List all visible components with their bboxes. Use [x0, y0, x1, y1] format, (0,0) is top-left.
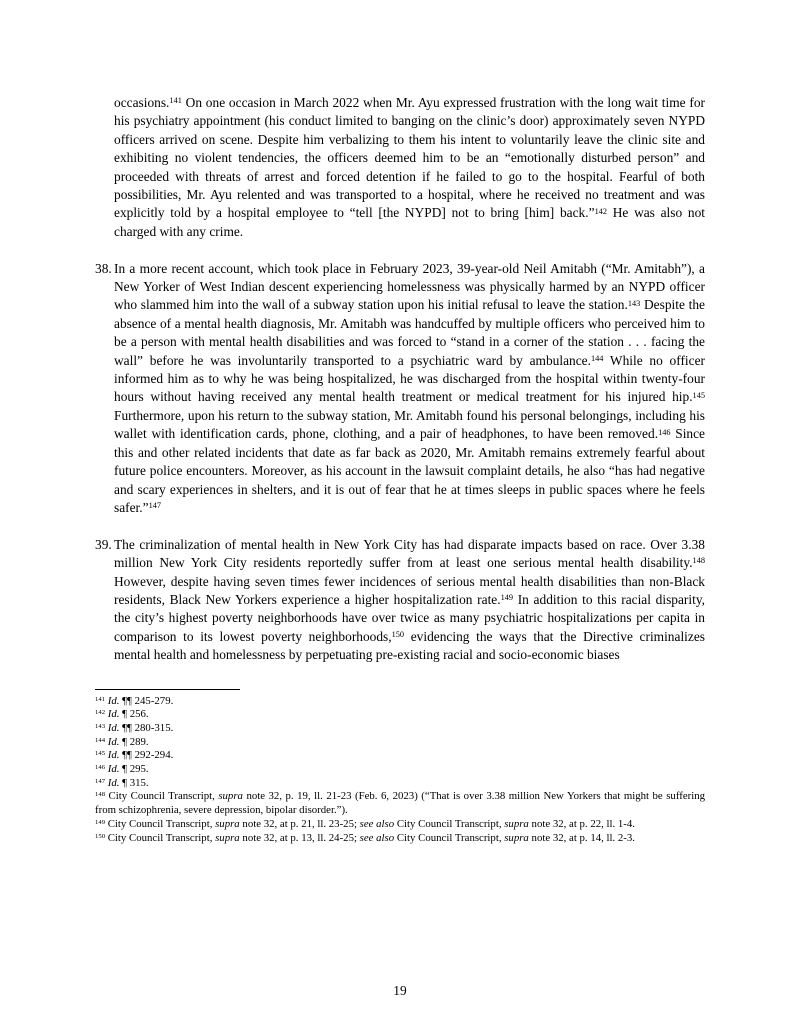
text-run: note 32, at p. 22, ll. 1-4.: [528, 817, 635, 830]
footnote-ref: 141: [95, 695, 106, 703]
footnote-ref: 145: [692, 390, 705, 400]
italic-text: supra: [218, 790, 243, 803]
italic-text: supra: [215, 831, 240, 844]
text-run: note 32, at p. 21, ll. 23-25;: [239, 817, 360, 830]
footnote-ref: 148: [95, 791, 106, 799]
text-run: On one occasion in March 2022 when Mr. Ayu expressed frustration with the long wait time for his psychiatry appointment (his conduct limited to banging on the clinic’s door) approximately seven NYPD officers arrived on scene. Despite him verbalizing to them his intent to voluntarily leave the clinic site and exhibiting no violent tendencies, the officers deemed him to be an “emotionally disturbed person” and proceeded with threats of arrest and forced detention if he failed to go to the hospital. Fearful of both possibilities, Mr. Ayu relented and was transported to a hospital, where he received no treatment and was explicitly told by a hospital employee to “tell [the NYPD] not to bring [him] back.”: [114, 95, 705, 221]
italic-text: Id.: [105, 735, 120, 748]
text-run: City Council Transcript,: [394, 831, 505, 844]
footnotes-section: [95, 689, 705, 846]
text-run: ¶ 315.: [119, 776, 149, 789]
footnote-ref: 149: [500, 593, 514, 603]
text-run: Since this and other related incidents that date as far back as 2020, Mr. Amitabh remains extremely fearful about future police encounters. Moreover, as his account in the lawsuit complaint details, he also “has had negative and scary experiences in shelters, and it is out of fear that he at times sleeps in public spaces where he feels safer.”: [114, 426, 705, 515]
footnote-148: [95, 790, 705, 817]
paragraph-39: [95, 536, 705, 665]
text-run: ¶¶ 245-279.: [119, 694, 174, 707]
footnote-ref: 147: [95, 777, 106, 785]
italic-text: Id.: [105, 694, 120, 707]
italic-text: supra: [504, 831, 529, 844]
footnote-142: [95, 708, 705, 722]
footnote-145: [95, 749, 705, 763]
footnote-146: [95, 763, 705, 777]
footnote-147: [95, 777, 705, 791]
italic-text: supra: [504, 817, 529, 830]
footnote-143: [95, 722, 705, 736]
text-run: occasions.: [114, 95, 170, 110]
footnote-ref: 143: [95, 722, 106, 730]
italic-text: see also: [359, 817, 395, 830]
italic-text: Id.: [105, 776, 120, 789]
footnote-150: [95, 832, 705, 846]
text-run: ¶¶ 280-315.: [119, 721, 174, 734]
text-run: However, despite having seven times fewer incidences of serious mental health disabilities than non-Black residents, Black New Yorkers experience a higher hospitalization rate.: [114, 573, 705, 607]
footnote-ref: 143: [627, 298, 641, 308]
italic-text: Id.: [105, 749, 120, 762]
italic-text: see also: [359, 831, 395, 844]
text-run: City Council Transcript,: [105, 817, 216, 830]
footnote-ref: 142: [95, 709, 106, 717]
text-run: In addition to this racial disparity, the city’s highest poverty neighborhoods have over twice as many psychiatric hospitalizations per capita in comparison to its lowest poverty neighborhoods,: [114, 591, 705, 644]
footnote-144: [95, 736, 705, 750]
text-run: evidencing the ways that the Directive criminalizes mental health and homelessness by perpetuating pre-existing racial and socio-economic biases: [114, 628, 705, 663]
text-run: note 32, at p. 13, ll. 24-25;: [239, 831, 360, 844]
text-run: While no officer informed him as to why he was being hospitalized, he was discharged from the hospital within twenty-four hours without having received any mental health treatment or medical treatment for his injured hip.: [114, 352, 705, 405]
footnote-ref: 146: [658, 427, 671, 437]
paragraph-number: 38.: [95, 260, 112, 276]
page-content: [95, 94, 705, 845]
text-run: note 32, p. 19, ll. 21-23 (Feb. 6, 2023) (“That is over 3.38 million New Yorkers that might be suffering from schizophrenia, severe depression, bipolar disorder.”).: [95, 790, 706, 817]
paragraph-text: [114, 537, 705, 662]
footnote-ref: 150: [391, 630, 405, 640]
paragraph-number: 39.: [95, 536, 112, 552]
footnote-separator-rule: [95, 689, 240, 690]
text-run: ¶ 289.: [119, 735, 149, 748]
text-run: ¶ 295.: [119, 763, 149, 776]
footnote-141: [95, 695, 705, 709]
footnote-ref: 146: [95, 764, 106, 772]
italic-text: Id.: [105, 721, 120, 734]
text-run: He was also not charged with any crime.: [114, 205, 706, 239]
footnote-ref: 145: [95, 750, 106, 758]
footnote-ref: 149: [95, 818, 106, 826]
paragraph-38: [95, 260, 705, 518]
text-run: City Council Transcript,: [394, 817, 505, 830]
text-run: Furthermore, upon his return to the subway station, Mr. Amitabh found his personal belongings, including his wallet with identification cards, phone, clothing, and a pair of headphones, to have been removed.: [114, 407, 705, 442]
footnote-ref: 142: [594, 206, 608, 216]
text-run: ¶ 256.: [119, 708, 149, 721]
text-run: note 32, at p. 14, ll. 2-3.: [528, 831, 635, 844]
text-run: The criminalization of mental health in New York City has had disparate impacts based on race. Over 3.38 million New York City residents reportedly suffer from at least one serious mental health disability.: [114, 536, 705, 571]
footnote-ref: 141: [169, 96, 182, 106]
italic-text: supra: [215, 817, 240, 830]
text-run: City Council Transcript,: [105, 790, 219, 803]
text-run: City Council Transcript,: [105, 831, 216, 844]
footnote-ref: 144: [590, 353, 604, 363]
footnote-149: [95, 818, 705, 832]
text-run: In a more recent account, which took place in February 2023, 39-year-old Neil Amitabh (“Mr. Amitabh”), a New Yorker of West Indian descent experiencing homelessness was physically harmed by an NYPD officer who slammed him into the wall of a subway station upon his initial refusal to leave the station.: [114, 260, 705, 313]
italic-text: Id.: [105, 708, 120, 721]
footnote-ref: 144: [95, 736, 106, 744]
footnote-ref: 147: [148, 501, 162, 511]
paragraph-text: [114, 261, 705, 515]
italic-text: Id.: [105, 763, 120, 776]
page-number: 19: [393, 983, 407, 998]
text-run: ¶¶ 292-294.: [119, 749, 174, 762]
text-run: Despite the absence of a mental health diagnosis, Mr. Amitabh was handcuffed by multiple officers who perceived him to be a person with mental health disabilities and was forced to “stand in a corner of the station . . . facing the wall” before he was involuntarily transported to a psychiatric ward by ambulance.: [114, 297, 705, 368]
paragraph-37-continuation: [95, 94, 705, 241]
footnote-ref: 150: [95, 832, 106, 840]
footnote-ref: 148: [692, 556, 705, 566]
